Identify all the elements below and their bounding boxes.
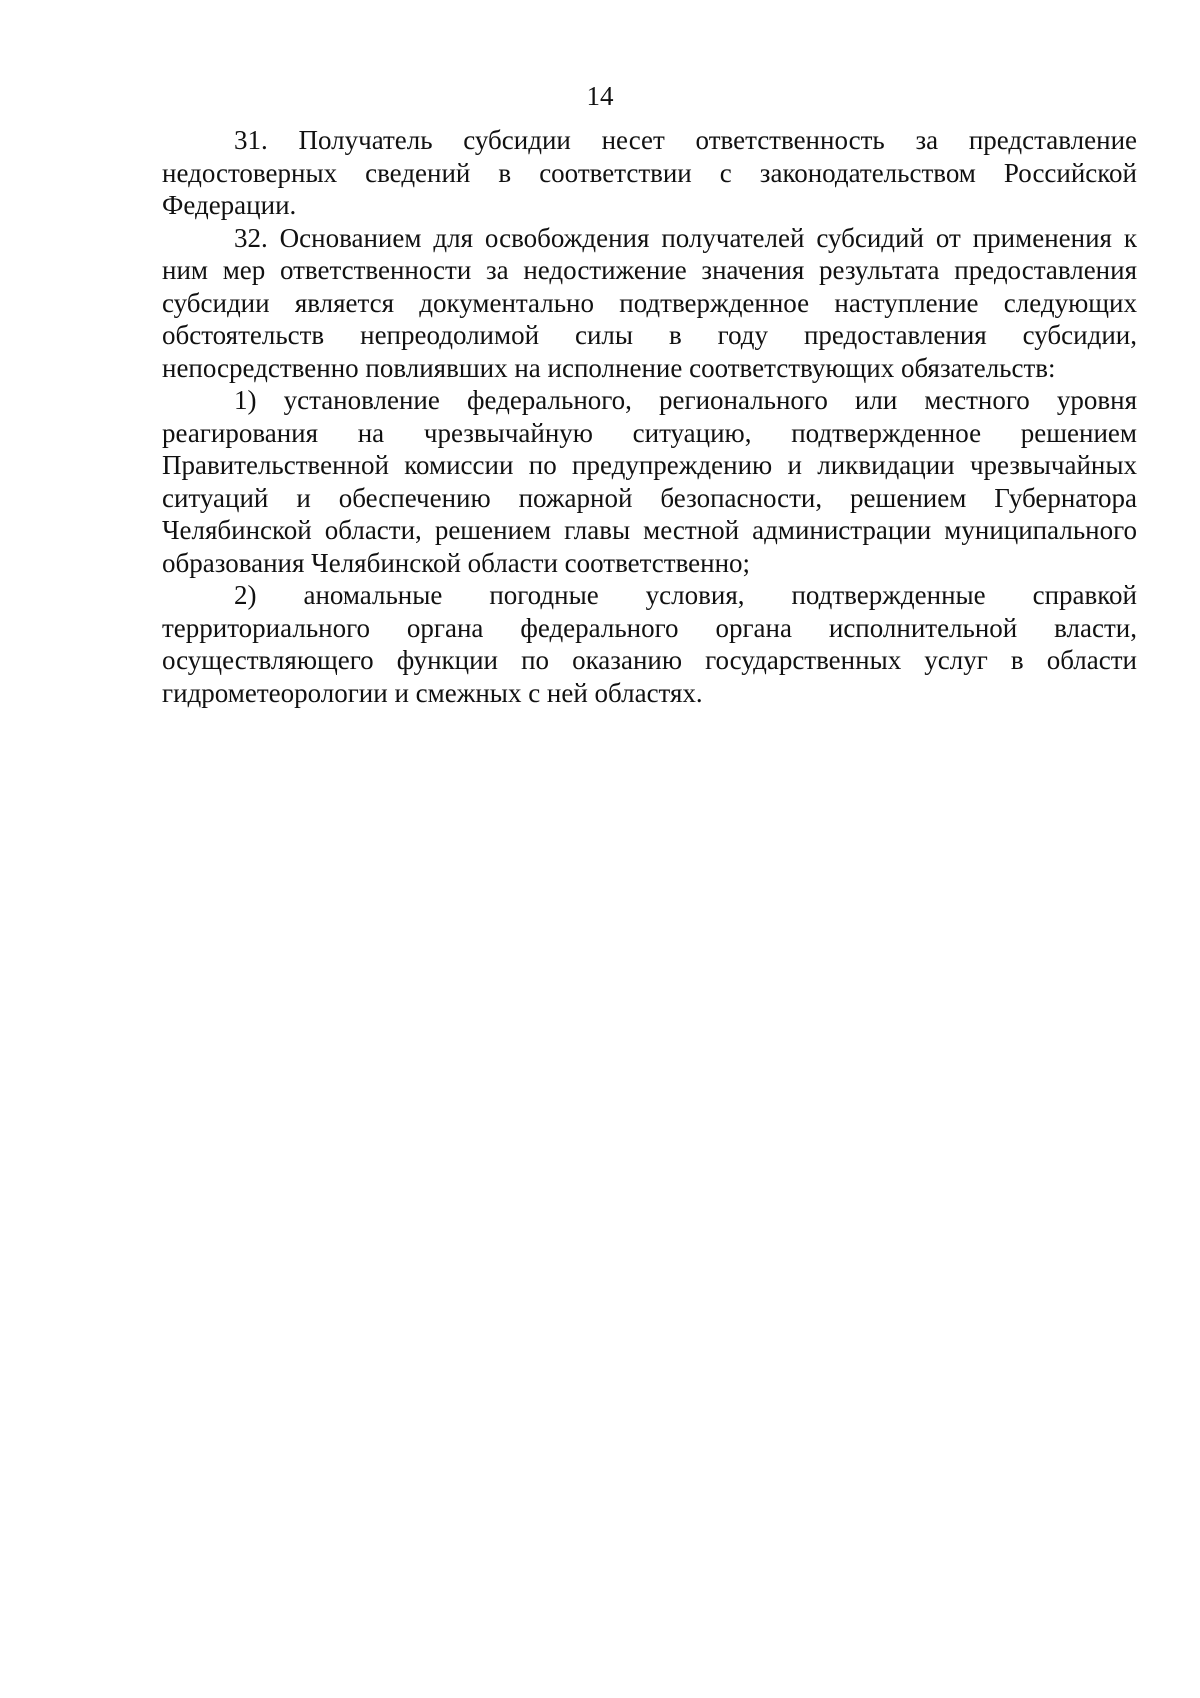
document-body	[162, 124, 1137, 709]
paragraph-31: 31. Получатель субсидии несет ответственность за представление недостоверных сведений в соответствии с законодательством Российской Федерации.	[162, 125, 1137, 220]
paragraph-32-item-2: 2) аномальные погодные условия, подтвержденные справкой территориального органа федерального органа исполнительной власти, осуществляющего функции по оказанию государственных услуг в области гидрометеорологии и смежных с ней областях.	[162, 580, 1137, 708]
page-number: 14	[586, 81, 614, 111]
paragraph-32: 32. Основанием для освобождения получателей субсидий от применения к ним мер ответственности за недостижение значения результата предоставления субсидии является документально подтвержденное наступление следующих обстоятельств непреодолимой силы в году предоставления субсидии, непосредственно повлиявших на исполнение соответствующих обязательств:	[162, 222, 1137, 383]
paragraph-32-item-1: 1) установление федерального, регионального или местного уровня реагирования на чрезвычайную ситуацию, подтвержденное решением Правительственной комиссии по предупреждению и ликвидации чрезвычайных ситуаций и обеспечению пожарной безопасности, решением Губернатора Челябинской области, решением главы местной администрации муниципального образования Челябинской области соответственно;	[162, 385, 1137, 578]
